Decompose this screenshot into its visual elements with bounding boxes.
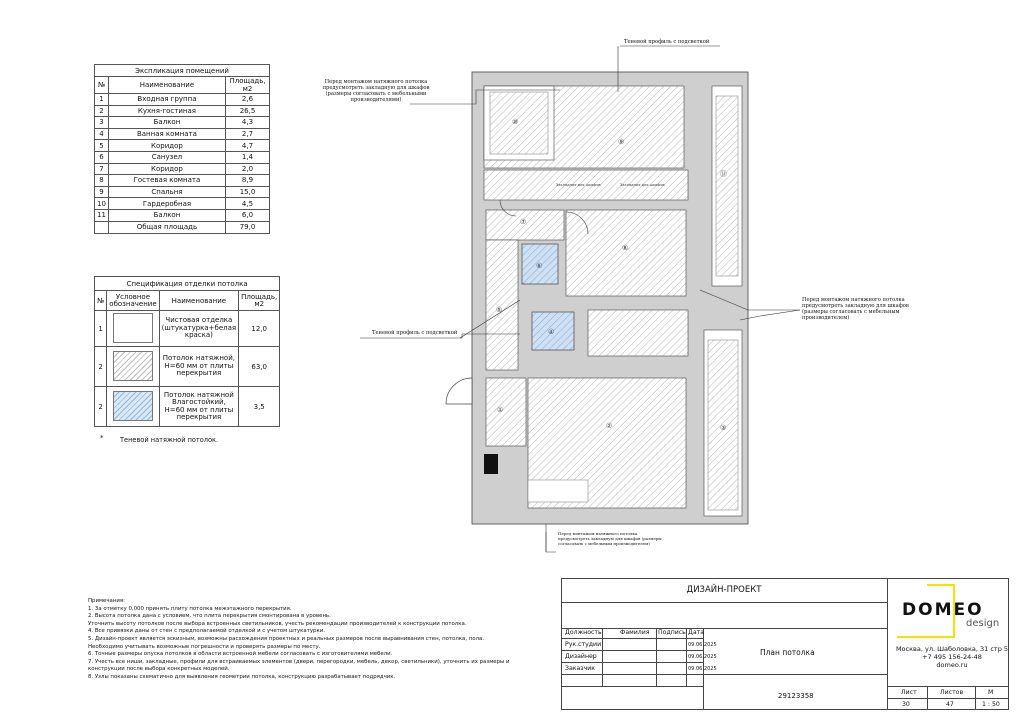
room-mark: ⑨ bbox=[618, 138, 625, 146]
project-type: ДИЗАЙН-ПРОЕКТ bbox=[561, 578, 887, 603]
explication-cell-num: 5 bbox=[95, 140, 109, 152]
room-mark: ⑧ bbox=[622, 244, 629, 252]
general-notes bbox=[88, 598, 558, 682]
explication-cell-num: 2 bbox=[95, 105, 109, 117]
explication-cell-name: Балкон bbox=[108, 209, 225, 221]
room-mark: ⑦ bbox=[520, 218, 527, 226]
brand-sub: design bbox=[966, 618, 1000, 629]
tb-col-signature: Подпись bbox=[658, 629, 686, 636]
explication-cell-num: 8 bbox=[95, 175, 109, 187]
tb-role-2: Дизайнер bbox=[565, 653, 597, 660]
label-scale: М bbox=[988, 689, 994, 696]
explication-cell-name: Коридор bbox=[108, 163, 225, 175]
spec-cell-name: Потолок натяжной, Н=60 мм от плиты перекрытия bbox=[159, 347, 239, 387]
explication-cell-num: 1 bbox=[95, 94, 109, 106]
explication-cell-area: 4,3 bbox=[226, 117, 270, 129]
spec-title: Спецификация отделки потолка bbox=[95, 277, 280, 291]
room-wardrobe-10 bbox=[588, 310, 688, 356]
note-line: 8. Узлы показаны схематично для выявления геометрии потолка, конструкцию разрабатывает подрядчик. bbox=[88, 673, 396, 680]
room-corridor-5 bbox=[486, 240, 518, 370]
spec-footnote-mark: * bbox=[100, 434, 104, 442]
explication-cell-num: 3 bbox=[95, 117, 109, 129]
niche-label: Закладная для шкафов bbox=[556, 183, 601, 187]
explication-cell-area: 2,7 bbox=[226, 128, 270, 140]
label-sheet: Лист bbox=[901, 689, 917, 696]
document-code: 29123358 bbox=[778, 692, 814, 700]
note-line: Уточнить высоту потолков после выбора встроенных светильников, учесть рекомендации производителей к конструкции потолка. bbox=[88, 620, 467, 627]
callout-shadow-profile-top: Теневой профиль с подсветкой bbox=[624, 39, 710, 45]
room-mark: ⑪ bbox=[720, 170, 727, 178]
total-value: 79,0 bbox=[226, 221, 270, 233]
spec-cell-area: 12,0 bbox=[239, 311, 280, 347]
explication-cell-name: Гостевая комната bbox=[108, 175, 225, 187]
value-sheets: 47 bbox=[946, 701, 954, 708]
tb-col-surname: Фамилия bbox=[620, 629, 650, 636]
col-area: Площадь, м2 bbox=[226, 77, 270, 94]
brand-name: DOMEO bbox=[902, 600, 984, 620]
explication-cell-num: 4 bbox=[95, 128, 109, 140]
explication-cell-area: 8,9 bbox=[226, 175, 270, 187]
tb-col-date: Дата bbox=[688, 629, 705, 636]
explication-cell-name: Санузел bbox=[108, 151, 225, 163]
note-line: 6. Точные размеры опуска потолков в области встроенной мебели согласовать с изготовителями мебели. bbox=[88, 651, 393, 658]
callout-cabinet-note-1: Перед монтажом натяжного потолка предусмотреть закладную для шкафов (размеры согласовать с мебельными производителями) bbox=[322, 79, 430, 103]
explication-cell-name: Входная группа bbox=[108, 94, 225, 106]
explication-cell-area: 4,7 bbox=[226, 140, 270, 152]
spec-cell-num: 1 bbox=[95, 311, 107, 347]
explication-cell-num: 6 bbox=[95, 151, 109, 163]
room-mark: ③ bbox=[720, 424, 727, 432]
col-name: Наименование bbox=[108, 77, 225, 94]
explication-cell-name: Спальня bbox=[108, 186, 225, 198]
studio-contacts bbox=[892, 645, 1012, 669]
spec-cell-num: 2 bbox=[95, 347, 107, 387]
entry-door bbox=[446, 378, 472, 404]
explication-cell-name: Коридор bbox=[108, 140, 225, 152]
note-line: 5. Дизайн-проект является эскизным, возможны расхождения проектных и реальных размеров после выравнивания стен, потолка, пола. bbox=[88, 635, 485, 642]
spec-footnote: Теневой натяжной потолок. bbox=[120, 436, 219, 444]
spec-cell-name: Чистовая отделка (штукатурка+белая краска) bbox=[159, 311, 239, 347]
tb-date-3: 09.06.2025 bbox=[688, 666, 717, 672]
explication-cell-area: 4,5 bbox=[226, 198, 270, 210]
explication-cell-num: 9 bbox=[95, 186, 109, 198]
spec-cell-area: 63,0 bbox=[239, 347, 280, 387]
explication-cell-name: Гардеробная bbox=[108, 198, 225, 210]
room-guest-8 bbox=[566, 210, 686, 296]
explication-cell-name: Ванная комната bbox=[108, 128, 225, 140]
room-mark: ⑥ bbox=[536, 262, 543, 270]
note-line: 4. Все привязки даны от стен с предполагаемой отделкой и с учетом штукатурки. bbox=[88, 628, 325, 635]
explication-cell-num: 10 bbox=[95, 198, 109, 210]
room-mark: ① bbox=[497, 406, 504, 414]
spec-col-num: № bbox=[95, 291, 107, 311]
total-label: Общая площадь bbox=[108, 221, 225, 233]
col-num: № bbox=[95, 77, 109, 94]
explication-cell-num: 7 bbox=[95, 163, 109, 175]
niche-label: Закладная для шкафов bbox=[620, 183, 665, 187]
room-mark: ② bbox=[606, 422, 613, 430]
note-line: конструкции после выбора конкретных моделей. bbox=[88, 666, 230, 673]
spec-cell-area: 3,5 bbox=[239, 387, 280, 427]
spec-col-area: Площадь, м2 bbox=[239, 291, 280, 311]
value-scale: 1 : 50 bbox=[982, 701, 1000, 708]
column-black bbox=[484, 454, 498, 474]
note-line: 7. Учесть все ниши, закладные, профили для встраиваемых элементов (двери, перегородки, мебель, декор, светильники), уточнить их размеры и bbox=[88, 658, 510, 665]
note-line: Необходимо учитывать возможные погрешности и проверять размеры по месту. bbox=[88, 643, 321, 650]
room-entry-1 bbox=[486, 378, 526, 446]
tb-role-1: Рук.студии bbox=[565, 641, 602, 648]
website: domeo.ru bbox=[936, 661, 968, 669]
explication-cell-area: 2,0 bbox=[226, 163, 270, 175]
room-mark: ④ bbox=[548, 328, 555, 336]
room-mark: ⑩ bbox=[512, 118, 519, 126]
explication-cell-area: 2,6 bbox=[226, 94, 270, 106]
notes-title: Примечания: bbox=[88, 598, 125, 604]
explication-cell-name: Кухня-гостиная bbox=[108, 105, 225, 117]
note-line: 2. Высота потолка дана с условием, что плита перекрытия смонтирована в уровень. bbox=[88, 613, 331, 620]
spec-col-symbol: Условное обозначение bbox=[107, 291, 159, 311]
phone: +7 495 156-24-48 bbox=[922, 653, 982, 661]
explication-cell-area: 15,0 bbox=[226, 186, 270, 198]
tb-date-1: 09.06.2025 bbox=[688, 642, 717, 648]
explication-cell-area: 1,4 bbox=[226, 151, 270, 163]
value-sheet: 30 bbox=[902, 701, 910, 708]
address: Москва, ул. Шаболовка, 31 стр 5 bbox=[895, 645, 1009, 653]
explication-cell-name: Балкон bbox=[108, 117, 225, 129]
explication-cell-area: 26,5 bbox=[226, 105, 270, 117]
note-line: 1. За отметку 0,000 принять плиту потолка межэтажного перекрытия. bbox=[88, 605, 292, 612]
callout-cabinet-note-3: Перед монтажом натяжного потолка предусмотреть закладную для шкафов (размеры согласовать с мебельным производителем) bbox=[558, 531, 662, 546]
explication-title: Экспликация помещений bbox=[95, 65, 270, 77]
tb-role-3: Заказчик bbox=[565, 665, 595, 672]
callout-cabinet-note-2: Перед монтажом натяжного потолка предусмотреть закладную для шкафов (размеры согласовать с мебельным производителем) bbox=[802, 297, 909, 321]
tb-col-role: Должность bbox=[565, 629, 602, 636]
callout-shadow-profile-mid: Теневой профиль с подсветкой bbox=[372, 330, 458, 336]
sheet-name: План потолка bbox=[760, 648, 815, 657]
spec-cell-name: Потолок натяжной Влагостойкий, Н=60 мм от плиты перекрытия bbox=[159, 387, 239, 427]
room-mark: ⑤ bbox=[496, 306, 503, 314]
explication-cell-num: 11 bbox=[95, 209, 109, 221]
spec-cell-num: 2 bbox=[95, 387, 107, 427]
label-sheets: Листов bbox=[940, 689, 964, 696]
spec-col-name: Наименование bbox=[159, 291, 239, 311]
explication-cell-area: 6,0 bbox=[226, 209, 270, 221]
tb-date-2: 09.06.2025 bbox=[688, 654, 717, 660]
